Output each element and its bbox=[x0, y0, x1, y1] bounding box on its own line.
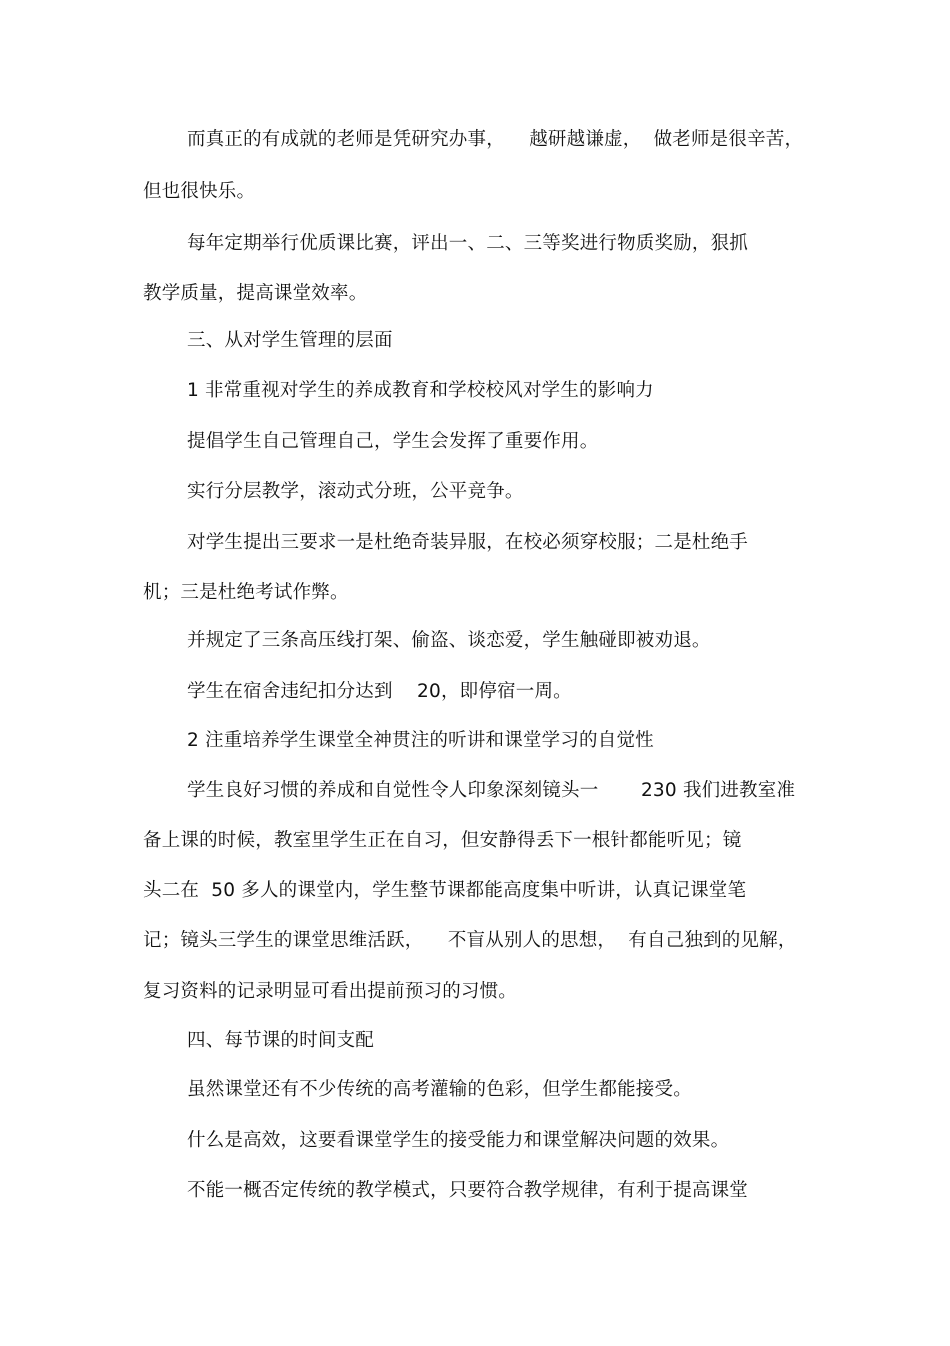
section-heading: 四、每节课的时间支配 bbox=[187, 1030, 375, 1051]
text-line: 对学生提出三要求一是杜绝奇装异服，在校必须穿校服；二是杜绝手 bbox=[187, 532, 749, 553]
text-line: 什么是高效，这要看课堂学生的接受能力和课堂解决问题的效果。 bbox=[187, 1130, 730, 1151]
text-line: 备上课的时候，教室里学生正在自习，但安静得丢下一根针都能听见；镜 bbox=[143, 830, 742, 851]
text-line: 学生在宿舍违纪扣分达到 20，即停宿一周。 bbox=[187, 681, 572, 702]
text-line: 头二在 50 多人的课堂内，学生整节课都能高度集中听讲，认真记课堂笔 bbox=[143, 880, 747, 901]
text-line: 记；镜头三学生的课堂思维活跃， 不盲从别人的思想， 有自己独到的见解， bbox=[143, 930, 797, 951]
text-line: 并规定了三条高压线打架、偷盗、谈恋爱，学生触碰即被劝退。 bbox=[187, 630, 711, 651]
subsection-heading: 1 非常重视对学生的养成教育和学校校风对学生的影响力 bbox=[187, 380, 654, 401]
text-line: 而真正的有成就的老师是凭研究办事， 越研越谦虚， 做老师是很辛苦， bbox=[187, 129, 804, 150]
text-line: 虽然课堂还有不少传统的高考灌输的色彩，但学生都能接受。 bbox=[187, 1079, 692, 1100]
section-heading: 三、从对学生管理的层面 bbox=[187, 330, 393, 351]
text-line: 学生良好习惯的养成和自觉性令人印象深刻镜头一 230 我们进教室准 bbox=[187, 780, 796, 801]
text-line: 复习资料的记录明显可看出提前预习的习惯。 bbox=[143, 981, 518, 1002]
text-line: 但也很快乐。 bbox=[143, 181, 256, 202]
text-line: 实行分层教学，滚动式分班，公平竞争。 bbox=[187, 481, 524, 502]
subsection-heading: 2 注重培养学生课堂全神贯注的听讲和课堂学习的自觉性 bbox=[187, 730, 654, 751]
text-line: 不能一概否定传统的教学模式，只要符合教学规律，有利于提高课堂 bbox=[187, 1180, 749, 1201]
text-line: 教学质量，提高课堂效率。 bbox=[143, 283, 368, 304]
text-line: 提倡学生自己管理自己，学生会发挥了重要作用。 bbox=[187, 431, 599, 452]
text-line: 机；三是杜绝考试作弊。 bbox=[143, 582, 349, 603]
text-line: 每年定期举行优质课比赛，评出一、二、三等奖进行物质奖励，狠抓 bbox=[187, 233, 749, 254]
